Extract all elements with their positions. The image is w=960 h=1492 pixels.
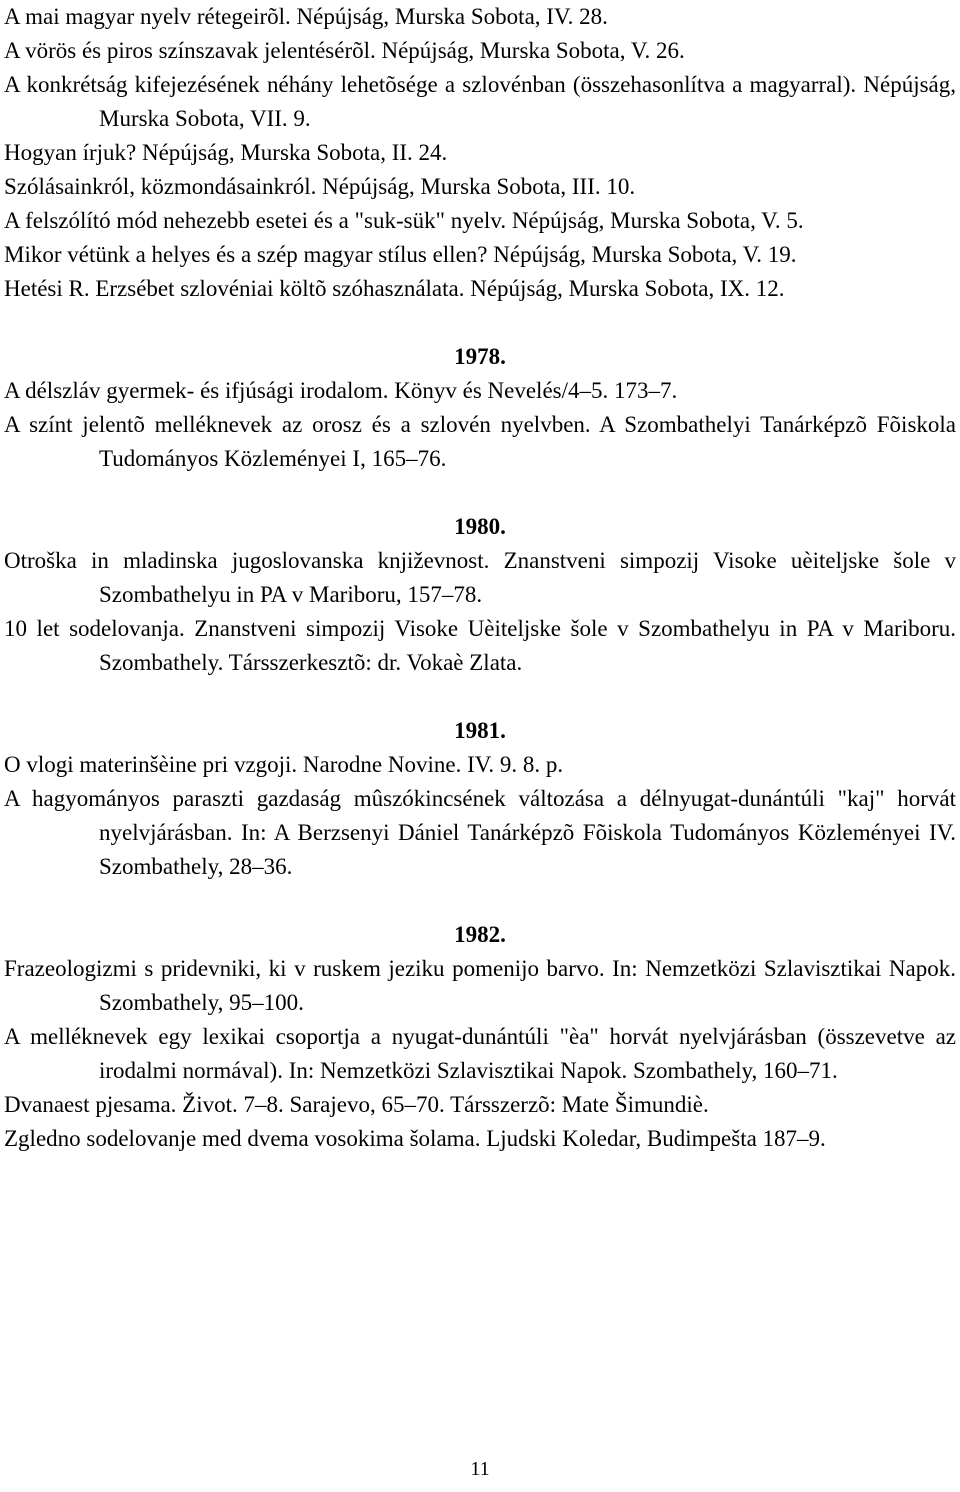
bibliography-entry: Hetési R. Erzsébet szlovéniai költõ szóhasználata. Népújság, Murska Sobota, IX. 12.	[4, 276, 785, 301]
bibliography-list	[4, 0, 956, 1156]
bibliography-entry: A mai magyar nyelv rétegeirõl. Népújság, Murska Sobota, IV. 28.	[4, 4, 608, 29]
bibliography-entry: A délszláv gyermek- és ifjúsági irodalom. Könyv és Nevelés/4–5. 173–7.	[4, 378, 678, 403]
bibliography-entry: Szólásainkról, közmondásainkról. Népújság, Murska Sobota, III. 10.	[4, 174, 636, 199]
bibliography-entry: Hogyan írjuk? Népújság, Murska Sobota, II. 24.	[4, 140, 448, 165]
year-heading: 1978.	[454, 344, 506, 369]
bibliography-entry: A konkrétság kifejezésének néhány lehetõsége a szlovénban (összehasonlítva a magyarral). Népújság, Murska Sobota, VII. 9.	[4, 72, 956, 131]
bibliography-entry: Zgledno sodelovanje med dvema vosokima šolama. Ljudski Koledar, Budimpešta 187–9.	[4, 1126, 826, 1151]
year-heading: 1980.	[454, 514, 506, 539]
bibliography-entry: A hagyományos paraszti gazdaság mûszókincsének változása a délnyugat-dunántúli "kaj" horvát nyelvjárásban. In: A Berzsenyi Dániel Tanárképzõ Fõiskola Tudományos Közleményei IV. Szombathely, 28–36.	[4, 786, 956, 879]
bibliography-entry: Otroška in mladinska jugoslovanska književnost. Znanstveni simpozij Visoke uèiteljske šole v Szombathelyu in PA v Mariboru, 157–78.	[4, 548, 956, 607]
bibliography-entry: Frazeologizmi s pridevniki, ki v ruskem jeziku pomenijo barvo. In: Nemzetközi Szlavisztikai Napok. Szombathely, 95–100.	[4, 956, 956, 1015]
bibliography-entry: Dvanaest pjesama. Život. 7–8. Sarajevo, 65–70. Társszerzõ: Mate Šimundiè.	[4, 1092, 709, 1117]
section-gap	[4, 306, 956, 340]
section-gap	[4, 476, 956, 510]
year-heading: 1981.	[454, 718, 506, 743]
bibliography-entry: A vörös és piros színszavak jelentésérõl. Népújság, Murska Sobota, V. 26.	[4, 38, 685, 63]
section-gap	[4, 680, 956, 714]
section-gap	[4, 884, 956, 918]
bibliography-entry: 10 let sodelovanja. Znanstveni simpozij Visoke Uèiteljske šole v Szombathelyu in PA v Mariboru. Szombathely. Társszerkesztõ: dr. Vokaè Zlata.	[4, 616, 956, 675]
bibliography-entry: O vlogi materinšèine pri vzgoji. Narodne Novine. IV. 9. 8. p.	[4, 752, 564, 777]
bibliography-entry: A melléknevek egy lexikai csoportja a nyugat-dunántúli "èa" horvát nyelvjárásban (összevetve az irodalmi normával). In: Nemzetközi Szlavisztikai Napok. Szombathely, 160–71.	[4, 1024, 956, 1083]
year-heading: 1982.	[454, 922, 506, 947]
bibliography-entry: Mikor vétünk a helyes és a szép magyar stílus ellen? Népújság, Murska Sobota, V. 19.	[4, 242, 797, 267]
page-number: 11	[470, 1458, 490, 1480]
bibliography-entry: A színt jelentõ melléknevek az orosz és a szlovén nyelvben. A Szombathelyi Tanárképzõ Fõiskola Tudományos Közleményei I, 165–76.	[4, 412, 956, 471]
bibliography-entry: A felszólító mód nehezebb esetei és a "suk-sük" nyelv. Népújság, Murska Sobota, V. 5.	[4, 208, 804, 233]
